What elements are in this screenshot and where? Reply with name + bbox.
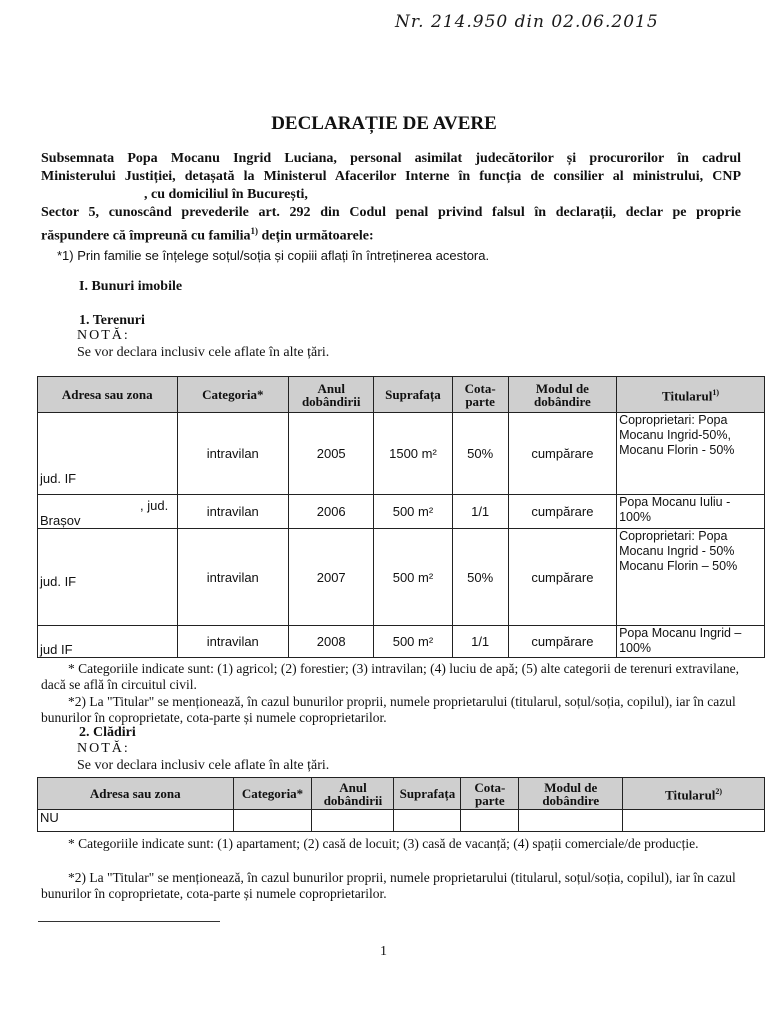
intro-paragraph — [41, 150, 741, 246]
table-row — [38, 626, 765, 658]
cell-empty — [623, 810, 765, 832]
cell-address: NU — [38, 810, 234, 832]
footnote-mark: 2) — [715, 787, 723, 797]
cell-holder: Popa Mocanu Ingrid – 100% — [617, 626, 765, 658]
col-header-text: Titularul — [665, 787, 716, 803]
subsection-heading: 1. Terenuri — [79, 313, 145, 328]
cell-area: 500 m² — [374, 495, 452, 529]
cell-area: 500 m² — [374, 626, 452, 658]
col-header: Cota-parte — [452, 377, 508, 413]
page-number: 1 — [380, 944, 387, 959]
registration-number: Nr. 214.950 din 02.06.2015 — [395, 12, 659, 32]
cell-address: jud. IF — [38, 413, 178, 495]
col-header — [623, 778, 765, 810]
cell-mode: cumpărare — [508, 413, 616, 495]
intro-line — [41, 222, 741, 246]
cell-year: 2006 — [289, 495, 374, 529]
building-table — [37, 777, 765, 832]
intro-text: dețin următoarele: — [258, 228, 374, 244]
col-header: Cota-parte — [461, 778, 519, 810]
land-titular-note: *2) La "Titular" se menționează, în cazul bunurilor proprii, numele proprietarului (titularul, soțul/soția, copilul), iar în cazul bunurilor în coproprietate, cota-parte și numele coproprietarilor. — [41, 694, 736, 725]
page-title: DECLARAȚIE DE AVERE — [271, 113, 497, 134]
nota-label: NOTĂ: — [77, 741, 130, 756]
cell-empty — [233, 810, 312, 832]
cell-mode: cumpărare — [508, 529, 616, 626]
col-header-text: Titularul — [662, 388, 713, 404]
footnote-mark: 1) — [712, 388, 720, 398]
intro-text: răspundere că împreună cu familia — [41, 228, 251, 244]
cell-empty — [461, 810, 519, 832]
building-titular-note: *2) La "Titular" se menționează, în cazul bunurilor proprii, numele proprietarului (titularul, soțul/soția, copilul), iar în cazul bunurilor în coproprietate, cota-parte și numele coproprietarilor. — [41, 870, 736, 901]
col-header: Modul de dobândire — [519, 778, 623, 810]
footnote-divider — [38, 921, 220, 922]
nota-text: Se vor declara inclusiv cele aflate în alte țări. — [77, 758, 330, 773]
cell-share: 50% — [452, 529, 508, 626]
cell-year: 2008 — [289, 626, 374, 658]
address-fragment: , jud. — [140, 498, 169, 513]
cell-empty — [394, 810, 461, 832]
cell-share: 1/1 — [452, 495, 508, 529]
cell-category: intravilan — [177, 626, 288, 658]
cell-category: intravilan — [177, 413, 288, 495]
col-header: Suprafața — [394, 778, 461, 810]
cell-area: 1500 m² — [374, 413, 452, 495]
cell-mode: cumpărare — [508, 495, 616, 529]
cell-category: intravilan — [177, 495, 288, 529]
cell-year: 2007 — [289, 529, 374, 626]
intro-line: Ministerului Justiției, detașată la Ministerul Afacerilor Interne în funcția de consilier al ministrului, CNP — [41, 169, 741, 184]
cell-year: 2005 — [289, 413, 374, 495]
cell-share: 1/1 — [452, 626, 508, 658]
col-header: Modul de dobândire — [508, 377, 616, 413]
section-heading: I. Bunuri imobile — [79, 279, 183, 294]
cell-empty — [519, 810, 623, 832]
intro-line: , cu domiciliul în București, — [144, 187, 308, 202]
cell-empty — [312, 810, 394, 832]
table-row — [38, 495, 765, 529]
col-header: Adresa sau zona — [38, 377, 178, 413]
table-header-row — [38, 377, 765, 413]
cell-mode: cumpărare — [508, 626, 616, 658]
col-header — [617, 377, 765, 413]
family-note: *1) Prin familie se înțelege soțul/soția și copiii aflați în întreținerea acestora. — [57, 248, 490, 263]
cell-address — [38, 495, 178, 529]
col-header: Adresa sau zona — [38, 778, 234, 810]
intro-line: Subsemnata Popa Mocanu Ingrid Luciana, personal asimilat judecătorilor și procurorilor în cadrul — [41, 151, 741, 166]
col-header: Anul dobândirii — [312, 778, 394, 810]
table-row — [38, 529, 765, 626]
cell-holder: Coproprietari: Popa Mocanu Ingrid-50%, Mocanu Florin - 50% — [617, 413, 765, 495]
cell-address: jud. IF — [38, 529, 178, 626]
intro-line: Sector 5, cunoscând prevederile art. 292 din Codul penal privind falsul în declarații, declar pe proprie — [41, 205, 741, 220]
col-header: Suprafața — [374, 377, 452, 413]
footnote-mark: 1) — [250, 226, 258, 236]
nota-label: NOTĂ: — [77, 328, 130, 343]
address-text: Brașov — [40, 513, 81, 528]
land-table — [37, 376, 765, 658]
cell-holder: Coproprietari: Popa Mocanu Ingrid - 50% Mocanu Florin – 50% — [617, 529, 765, 626]
cell-share: 50% — [452, 413, 508, 495]
building-category-note: * Categoriile indicate sunt: (1) apartament; (2) casă de locuit; (3) casă de vacanță; (4) spații comerciale/de producție. — [68, 836, 699, 851]
table-row — [38, 413, 765, 495]
cell-category: intravilan — [177, 529, 288, 626]
cell-area: 500 m² — [374, 529, 452, 626]
col-header: Anul dobândirii — [289, 377, 374, 413]
table-row — [38, 810, 765, 832]
subsection-heading: 2. Clădiri — [79, 725, 136, 740]
col-header: Categoria* — [233, 778, 312, 810]
land-category-note: * Categoriile indicate sunt: (1) agricol; (2) forestier; (3) intravilan; (4) luciu de apă; (5) alte categorii de terenuri extravilane, dacă se află în circuitul civil. — [41, 661, 739, 692]
table-header-row — [38, 778, 765, 810]
nota-text: Se vor declara inclusiv cele aflate în alte țări. — [77, 345, 330, 360]
cell-address: jud IF — [38, 626, 178, 658]
cell-holder: Popa Mocanu Iuliu - 100% — [617, 495, 765, 529]
col-header: Categoria* — [177, 377, 288, 413]
